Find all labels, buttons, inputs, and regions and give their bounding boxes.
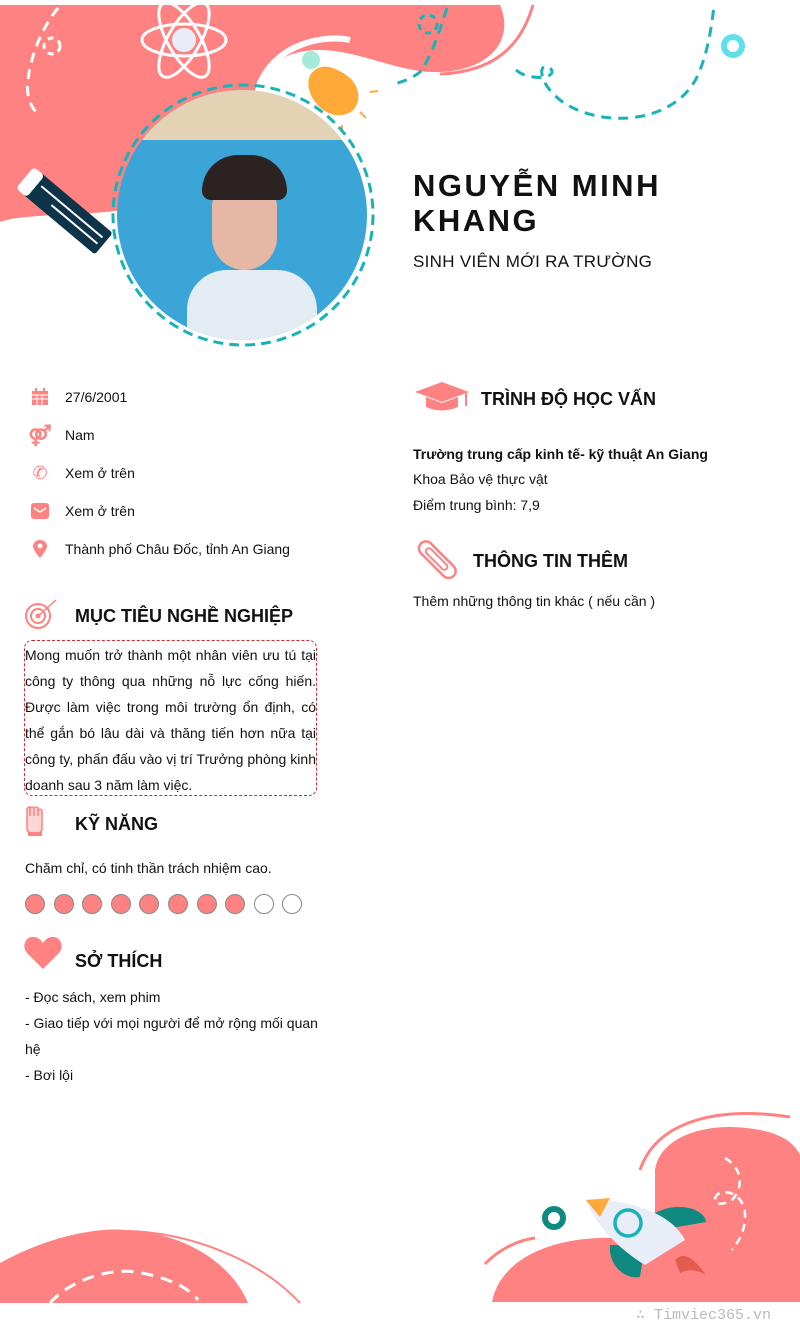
heart-icon	[24, 936, 75, 975]
objective-heading: MỤC TIÊU NGHỀ NGHIỆP	[24, 598, 293, 635]
hobbies-heading: SỞ THÍCH	[24, 936, 162, 975]
education-heading: TRÌNH ĐỘ HỌC VẤN	[414, 380, 656, 419]
hobby-item: - Đọc sách, xem phim	[25, 989, 161, 1005]
hobby-item: - Giao tiếp với mọi người để mở rộng mối quan hệ	[25, 1015, 318, 1057]
footer-decoration-left	[0, 1180, 400, 1305]
watermark: ∴ Timviec365.vn	[636, 1307, 772, 1324]
candidate-name: NGUYỄN MINH KHANG	[413, 168, 661, 238]
rating-dot-filled	[168, 894, 188, 914]
skills-heading: KỸ NĂNG	[24, 806, 158, 843]
contact-birthdate: 27/6/2001	[30, 385, 127, 409]
paperclip-icon	[416, 538, 473, 585]
contact-phone: ✆ Xem ở trên	[30, 461, 135, 485]
extra-info-text: Thêm những thông tin khác ( nếu cần )	[413, 593, 656, 609]
rating-dot-filled	[197, 894, 217, 914]
rating-dot-filled	[54, 894, 74, 914]
location-pin-icon	[30, 539, 50, 559]
rating-dot-filled	[139, 894, 159, 914]
rating-dot-filled	[225, 894, 245, 914]
extra-info-heading: THÔNG TIN THÊM	[416, 538, 628, 585]
contact-email: Xem ở trên	[30, 499, 135, 523]
gender-icon: ⚤	[28, 424, 52, 447]
hand-icon	[24, 806, 75, 843]
education-school: Trường trung cấp kinh tế- kỹ thuật An Giang	[413, 446, 708, 462]
hobby-item: - Bơi lội	[25, 1067, 74, 1083]
contact-gender: ⚤ Nam	[28, 424, 95, 447]
rating-dot-filled	[82, 894, 102, 914]
skill-rating	[25, 894, 302, 914]
education-faculty: Khoa Bảo vệ thực vật	[413, 471, 548, 487]
rating-dot-filled	[25, 894, 45, 914]
rating-dot-empty	[282, 894, 302, 914]
phone-icon: ✆	[32, 462, 48, 483]
avatar	[117, 90, 367, 340]
graduation-cap-icon	[414, 380, 481, 419]
objective-text: Mong muốn trở thành một nhân viên ưu tú tại công ty thông qua những nỗ lực cống hiến. Được làm việc trong môi trường ổn định, có thể gắn bó lâu dài và thăng tiến hơn nữa tại công ty, phấn đấu vào vị trí Trưởng phòng kinh doanh sau 3 năm làm việc.	[24, 640, 317, 796]
skills-text: Chăm chỉ, có tinh thần trách nhiệm cao.	[25, 860, 272, 876]
rating-dot-filled	[111, 894, 131, 914]
contact-address: Thành phố Châu Đốc, tỉnh An Giang	[30, 537, 290, 561]
rating-dot-empty	[254, 894, 274, 914]
education-gpa: Điểm trung bình: 7,9	[413, 497, 540, 513]
target-icon	[24, 598, 75, 635]
job-title: SINH VIÊN MỚI RA TRƯỜNG	[413, 252, 653, 271]
footer-decoration-rocket	[470, 1090, 800, 1303]
calendar-icon	[30, 387, 50, 407]
email-icon	[30, 501, 50, 521]
